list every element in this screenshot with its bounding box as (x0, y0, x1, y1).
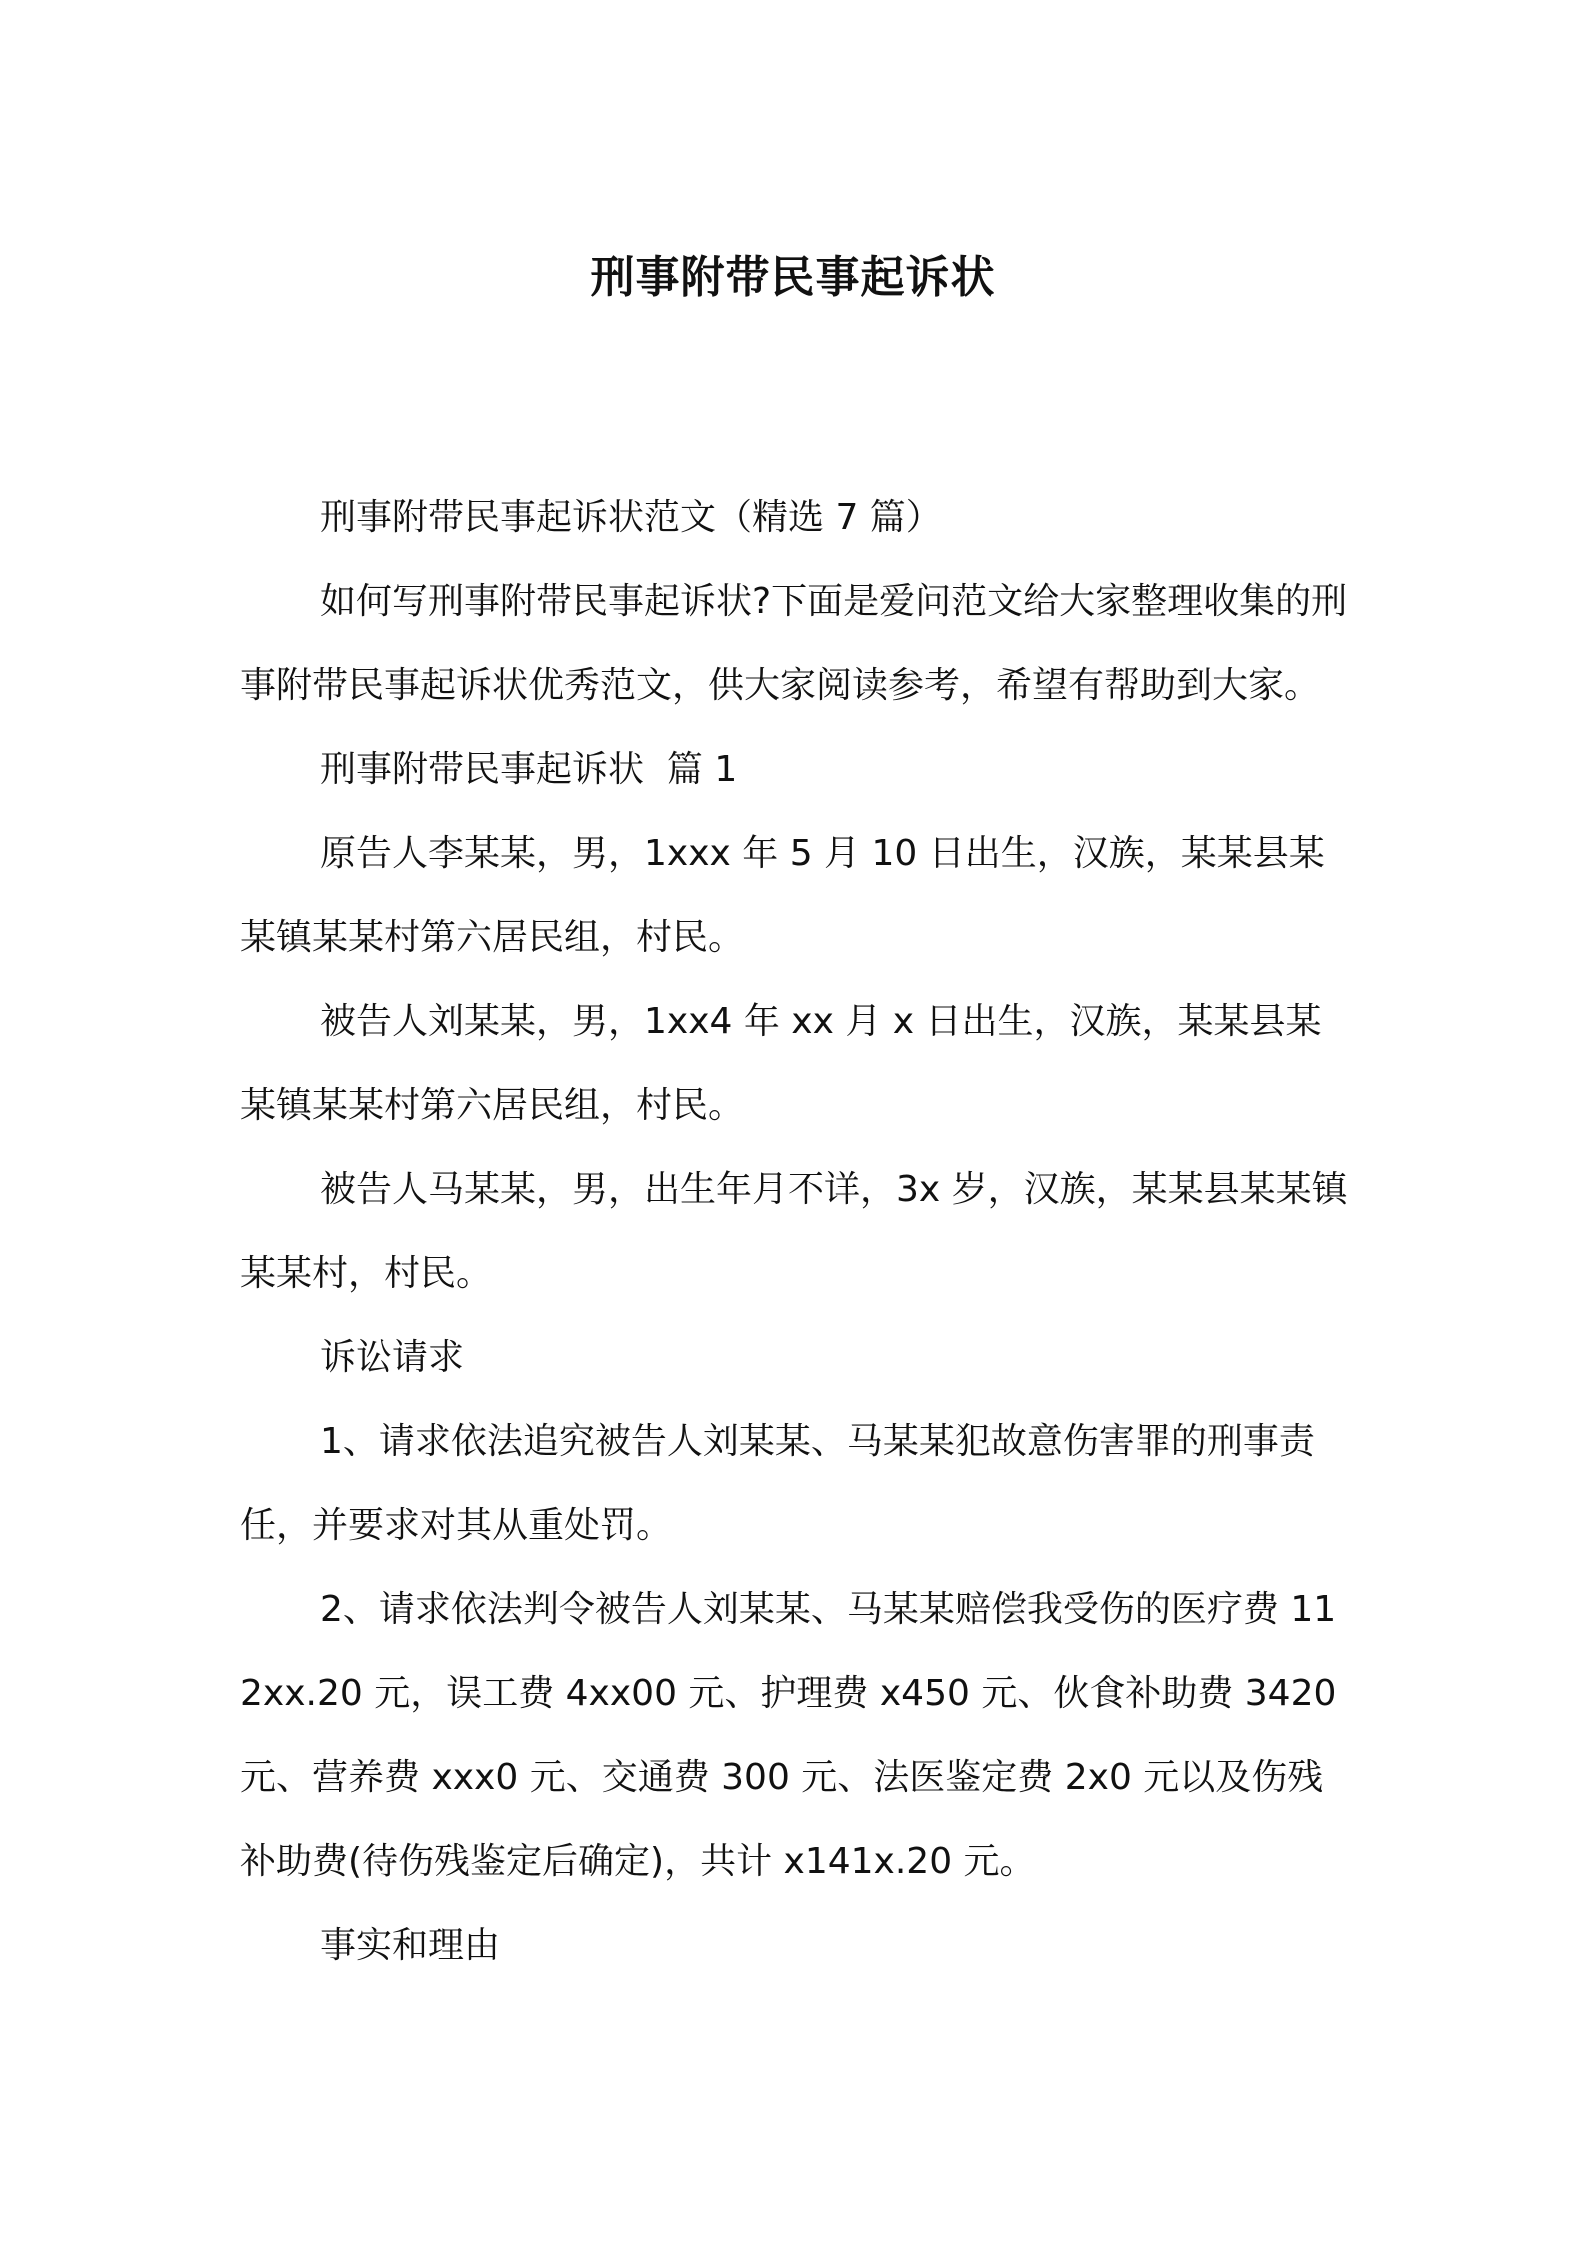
paragraph-defendant-2: 被告人马某某，男，出生年月不详，3x 岁，汉族，某某县某某镇某某村，村民。 (240, 1169, 1348, 1294)
paragraph-defendant-1: 被告人刘某某，男，1xx4 年 xx 月 x 日出生，汉族，某某县某某镇某某村第六居民组，村民。 (240, 1001, 1322, 1126)
paragraph-claim-2: 2、请求依法判令被告人刘某某、马某某赔偿我受伤的医疗费 112xx.20 元，误工费 4xx00 元、护理费 x450 元、伙食补助费 3420 元、营养费 xxx0 元、交通费 300 元、法医鉴定费 2x0 元以及伤残补助费(待伤残鉴定后确定)，共计 x141x.20 元。 (240, 1589, 1348, 1882)
paragraph-subtitle: 刑事附带民事起诉状范文（精选 7 篇） (320, 497, 942, 538)
paragraph-facts-heading: 事实和理由 (320, 1925, 501, 1966)
document-body (240, 476, 1350, 1988)
paragraph-plaintiff: 原告人李某某，男，1xxx 年 5 月 10 日出生，汉族，某某县某某镇某某村第六居民组，村民。 (240, 833, 1325, 958)
paragraph-intro: 如何写刑事附带民事起诉状?下面是爱问范文给大家整理收集的刑事附带民事起诉状优秀范文，供大家阅读参考，希望有帮助到大家。 (240, 581, 1348, 706)
document-title: 刑事附带民事起诉状 (590, 252, 996, 303)
paragraph-section-heading: 刑事附带民事起诉状 篇 1 (320, 749, 738, 790)
paragraph-claim-1: 1、请求依法追究被告人刘某某、马某某犯故意伤害罪的刑事责任，并要求对其从重处罚。 (240, 1421, 1315, 1546)
paragraph-claims-heading: 诉讼请求 (320, 1337, 465, 1378)
